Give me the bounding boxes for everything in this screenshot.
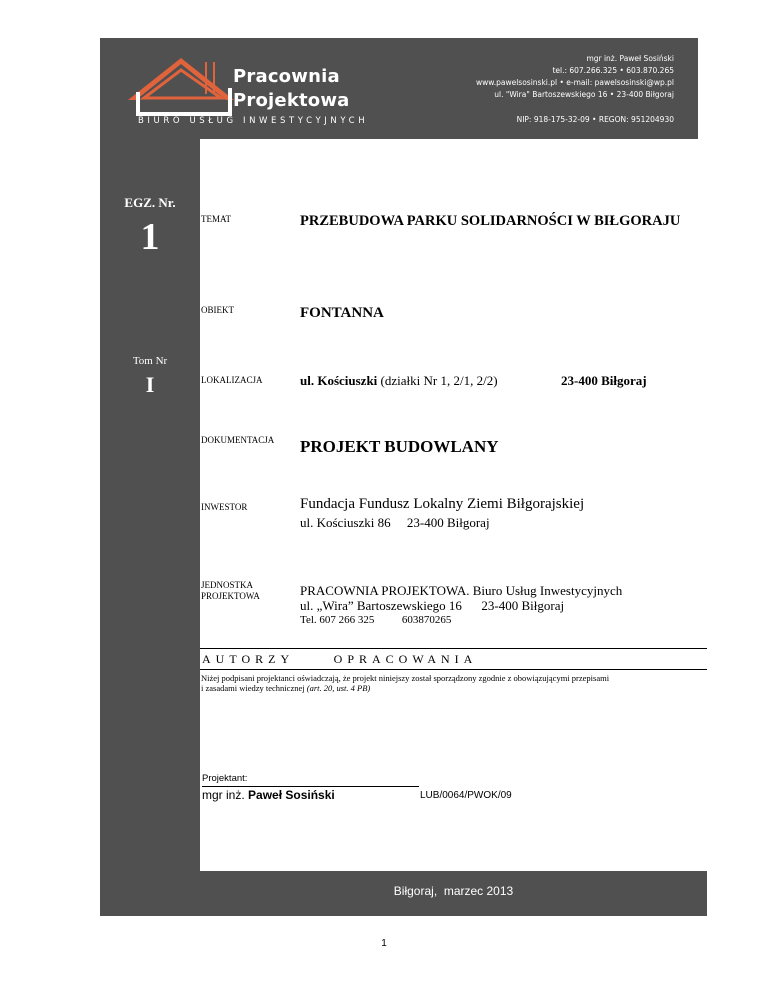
signature-line — [202, 786, 419, 787]
lokalizacja-plots: (działki Nr 1, 2/1, 2/2) — [380, 373, 498, 388]
lokalizacja-value — [300, 373, 498, 389]
contact-web-email: www.pawelsosinski.pl • e-mail: pawelsosinski@wp.pl — [476, 78, 674, 87]
declaration-text — [201, 673, 609, 693]
copy-number: 1 — [140, 216, 160, 258]
temat-value: PRZEBUDOWA PARKU SOLIDARNOŚCI W BIŁGORAJU — [300, 213, 681, 229]
authors-heading: AUTORZY OPRACOWANIA — [202, 652, 478, 666]
lokalizacja-street: ul. Kościuszki — [300, 373, 378, 388]
copy-number-label: EGZ. Nr. — [124, 195, 176, 210]
volume-label: Tom Nr — [132, 355, 168, 367]
divider-top — [200, 648, 707, 649]
contact-block — [476, 53, 674, 101]
declaration-legal-reference: (art. 20, ust. 4 PB) — [306, 683, 371, 693]
inwestor-address: ul. Kościuszki 86 23-400 Biłgoraj — [300, 515, 490, 530]
declaration-line1: Niżej podpisani projektanci oświadczają, że projekt niniejszy został sporządzony zgodnie z obowiązującymi przepisami — [201, 673, 610, 683]
declaration-line2 — [201, 683, 609, 693]
contact-name: mgr inż. Paweł Sosiński — [586, 54, 674, 63]
brand-name-line1: Pracownia — [233, 66, 340, 87]
contact-address: ul. "Wira" Bartoszewskiego 16 • 23-400 Biłgoraj — [494, 90, 674, 99]
obiekt-value: FONTANNA — [300, 305, 384, 321]
inwestor-name: Fundacja Fundusz Lokalny Ziemi Biłgorajskiej — [300, 496, 585, 512]
projektant-full-name: Paweł Sosiński — [248, 788, 335, 802]
projektant-label: Projektant: — [202, 773, 248, 784]
jednostka-label-line1: JEDNOSTKA — [201, 580, 254, 590]
volume-number: I — [145, 372, 155, 397]
dokumentacja-label: DOKUMENTACJA — [201, 435, 275, 445]
house-logo-icon — [126, 48, 236, 118]
divider-bottom — [200, 669, 707, 670]
obiekt-label: OBIEKT — [201, 305, 234, 315]
inwestor-label: INWESTOR — [201, 502, 248, 512]
jednostka-address: ul. „Wira” Bartoszewskiego 16 23-400 Biłgoraj — [300, 598, 565, 613]
projektant-name — [202, 788, 335, 802]
declaration-line2-text: i zasadami wiedzy technicznej — [201, 683, 307, 693]
lokalizacja-city: 23-400 Biłgoraj — [561, 373, 647, 388]
brand-tagline: BIURO USŁUG INWESTYCYJNYCH — [138, 116, 369, 126]
brand-name-line2: Projektowa — [233, 90, 350, 111]
projektant-license: LUB/0064/PWOK/09 — [420, 790, 512, 801]
header-banner — [100, 38, 698, 139]
jednostka-name: PRACOWNIA PROJEKTOWA. Biuro Usług Inwestycyjnych — [300, 583, 623, 598]
nip-regon: NIP: 918-175-32-09 • REGON: 951204930 — [516, 115, 674, 124]
page-number: 1 — [381, 938, 387, 949]
jednostka-label-line2: PROJEKTOWA — [201, 591, 260, 601]
place-date: Biłgoraj, marzec 2013 — [393, 884, 514, 898]
lokalizacja-label: LOKALIZACJA — [201, 375, 263, 385]
contact-phone: tel.: 607.266.325 • 603.870.265 — [552, 66, 674, 75]
jednostka-phone: Tel. 607 266 325 603870265 — [300, 614, 452, 626]
jednostka-label — [201, 580, 260, 602]
projektant-title: mgr inż. — [202, 788, 249, 802]
dokumentacja-value: PROJEKT BUDOWLANY — [300, 437, 499, 456]
temat-label: TEMAT — [201, 214, 231, 224]
